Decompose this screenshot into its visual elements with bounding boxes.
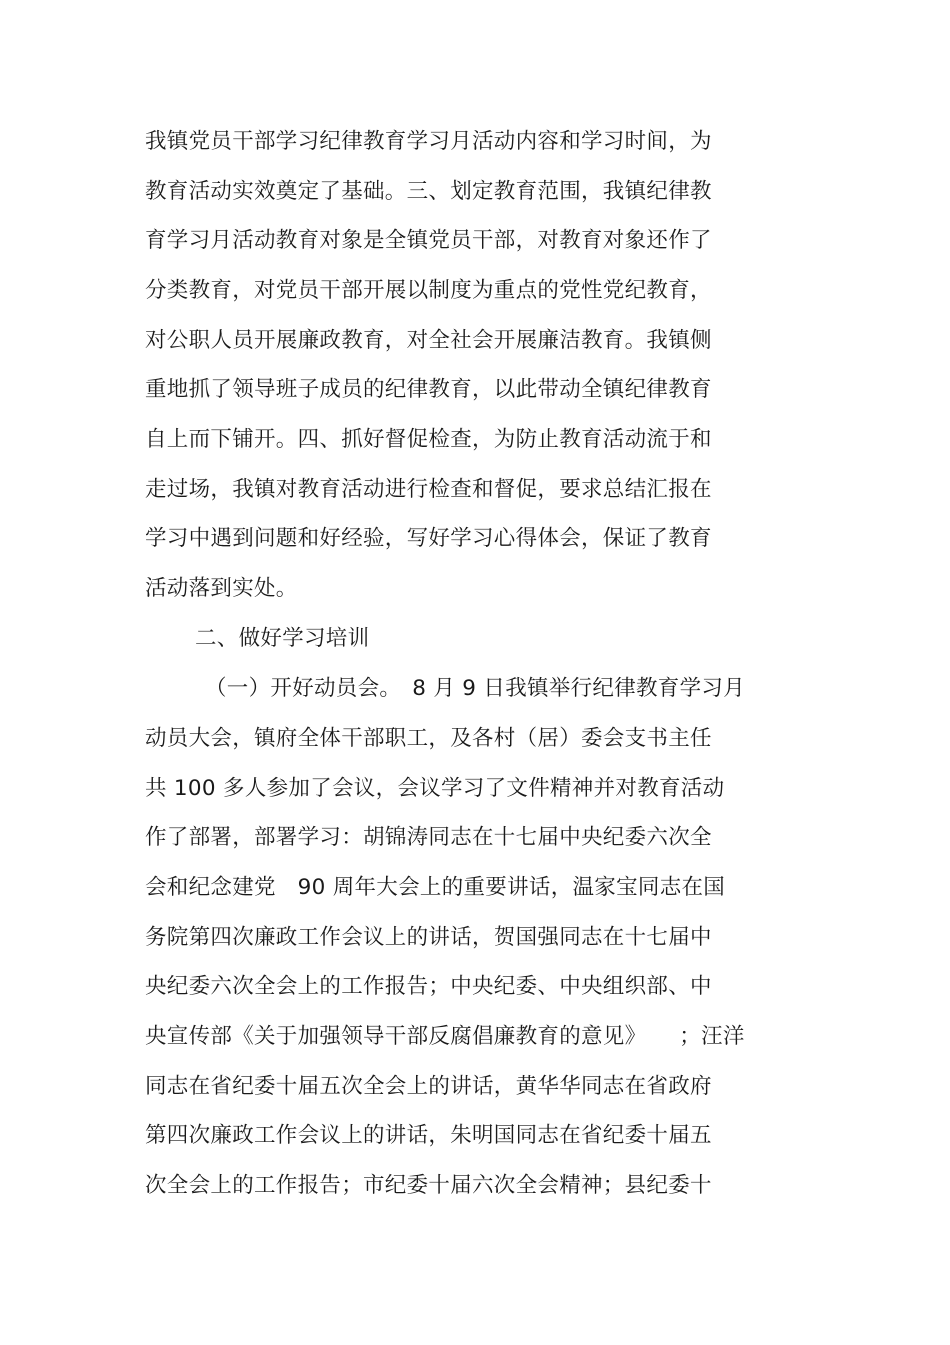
text-line: 同志在省纪委十届五次全会上的讲话，黄华华同志在省政府 — [145, 1074, 712, 1099]
text-line: 育学习月活动教育对象是全镇党员干部，对教育对象还作了 — [145, 228, 712, 253]
text-line: 作了部署，部署学习：胡锦涛同志在十七届中央纪委六次全 — [145, 825, 712, 850]
text-line: 教育活动实效奠定了基础。三、划定教育范围，我镇纪律教 — [145, 179, 712, 204]
text-line: 走过场，我镇对教育活动进行检查和督促，要求总结汇报在 — [145, 477, 712, 502]
text-line: 央宣传部《关于加强领导干部反腐倡廉教育的意见》 ；汪洋 — [145, 1024, 745, 1049]
text-line: 学习中遇到问题和好经验，写好学习心得体会，保证了教育 — [145, 526, 712, 551]
text-line: 活动落到实处。 — [145, 576, 298, 601]
text-line: 共 100 多人参加了会议，会议学习了文件精神并对教育活动 — [145, 776, 725, 801]
text-line: 重地抓了领导班子成员的纪律教育，以此带动全镇纪律教育 — [145, 377, 712, 402]
text-line: 对公职人员开展廉政教育，对全社会开展廉洁教育。我镇侧 — [145, 328, 712, 353]
text-line: 会和纪念建党 90 周年大会上的重要讲话，温家宝同志在国 — [145, 875, 726, 900]
section-heading: 二、做好学习培训 — [195, 626, 370, 651]
text-line: 动员大会，镇府全体干部职工，及各村（居）委会支书主任 — [145, 726, 712, 751]
text-line: 次全会上的工作报告；市纪委十届六次全会精神；县纪委十 — [145, 1173, 712, 1198]
text-line: 分类教育，对党员干部开展以制度为重点的党性党纪教育， — [145, 278, 712, 303]
text-line: 第四次廉政工作会议上的讲话，朱明国同志在省纪委十届五 — [145, 1123, 712, 1148]
text-line: 我镇党员干部学习纪律教育学习月活动内容和学习时间，为 — [145, 129, 712, 154]
text-line: 央纪委六次全会上的工作报告；中央纪委、中央组织部、中 — [145, 974, 712, 999]
text-line: 务院第四次廉政工作会议上的讲话，贺国强同志在十七届中 — [145, 925, 712, 950]
text-line: 自上而下铺开。四、抓好督促检查，为防止教育活动流于和 — [145, 427, 712, 452]
text-line: （一）开好动员会。 8 月 9 日我镇举行纪律教育学习月 — [205, 676, 746, 701]
